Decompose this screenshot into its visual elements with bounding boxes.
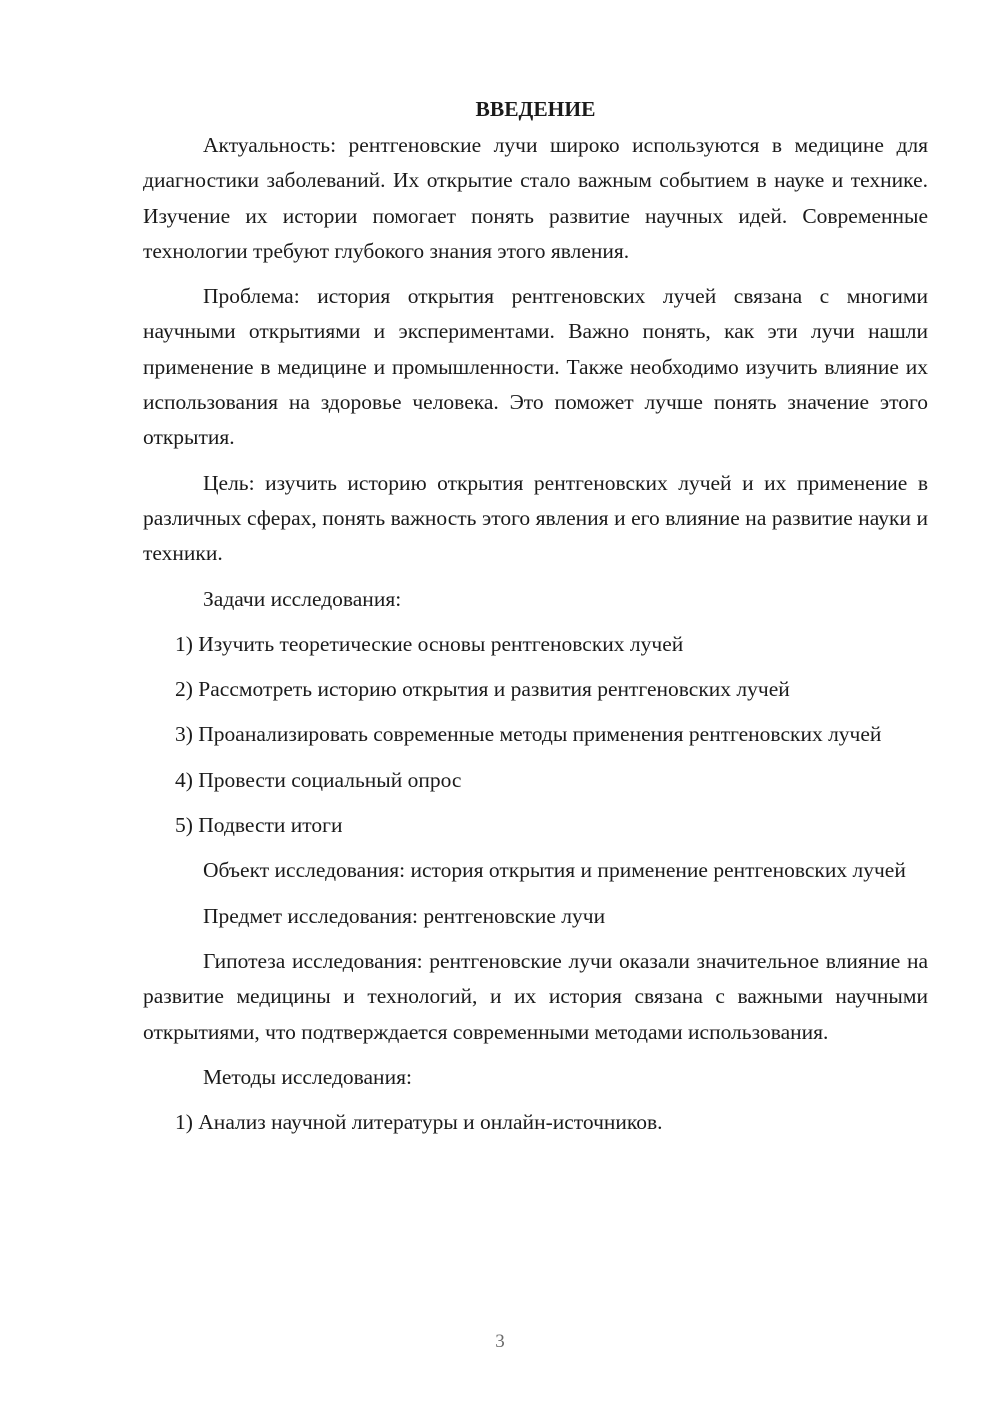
page-number: 3 — [495, 1331, 505, 1352]
tasks-heading: Задачи исследования: — [203, 586, 402, 611]
task-item-3: 3) Проанализировать современные методы применения рентгеновских лучей — [175, 722, 882, 747]
document-page — [143, 92, 928, 1150]
task-item-5: 5) Подвести итоги — [175, 813, 343, 838]
methods-heading: Методы исследования: — [203, 1064, 412, 1089]
goal-paragraph: Цель: изучить историю открытия рентгеновских лучей и их применение в различных сферах, понять важность этого явления и его влияние на развитие науки и техники. — [143, 470, 928, 566]
task-item-2: 2) Рассмотреть историю открытия и развития рентгеновских лучей — [175, 677, 790, 702]
task-item-4: 4) Провести социальный опрос — [175, 767, 462, 792]
section-title: ВВЕДЕНИЕ — [475, 97, 596, 121]
method-item-1: 1) Анализ научной литературы и онлайн-источников. — [175, 1110, 663, 1135]
hypothesis-paragraph: Гипотеза исследования: рентгеновские лучи оказали значительное влияние на развитие медицины и технологий, и их история связана с важными научными открытиями, что подтверждается современными методами использования. — [143, 948, 928, 1044]
subject-paragraph: Предмет исследования: рентгеновские лучи — [203, 903, 606, 928]
actuality-paragraph: Актуальность: рентгеновские лучи широко используются в медицине для диагностики заболеваний. Их открытие стало важным событием в науке и технике. Изучение их истории помогает понять развитие научных идей. Современные технологии требуют глубокого знания этого явления. — [143, 133, 928, 263]
object-paragraph: Объект исследования: история открытия и применение рентгеновских лучей — [203, 858, 906, 883]
task-item-1: 1) Изучить теоретические основы рентгеновских лучей — [175, 631, 684, 656]
problem-paragraph: Проблема: история открытия рентгеновских лучей связана с многими научными открытиями и экспериментами. Важно понять, как эти лучи нашли применение в медицине и промышленности. Также необходимо изучить влияние их использования на здоровье человека. Это поможет лучше понять значение этого открытия. — [143, 284, 928, 450]
